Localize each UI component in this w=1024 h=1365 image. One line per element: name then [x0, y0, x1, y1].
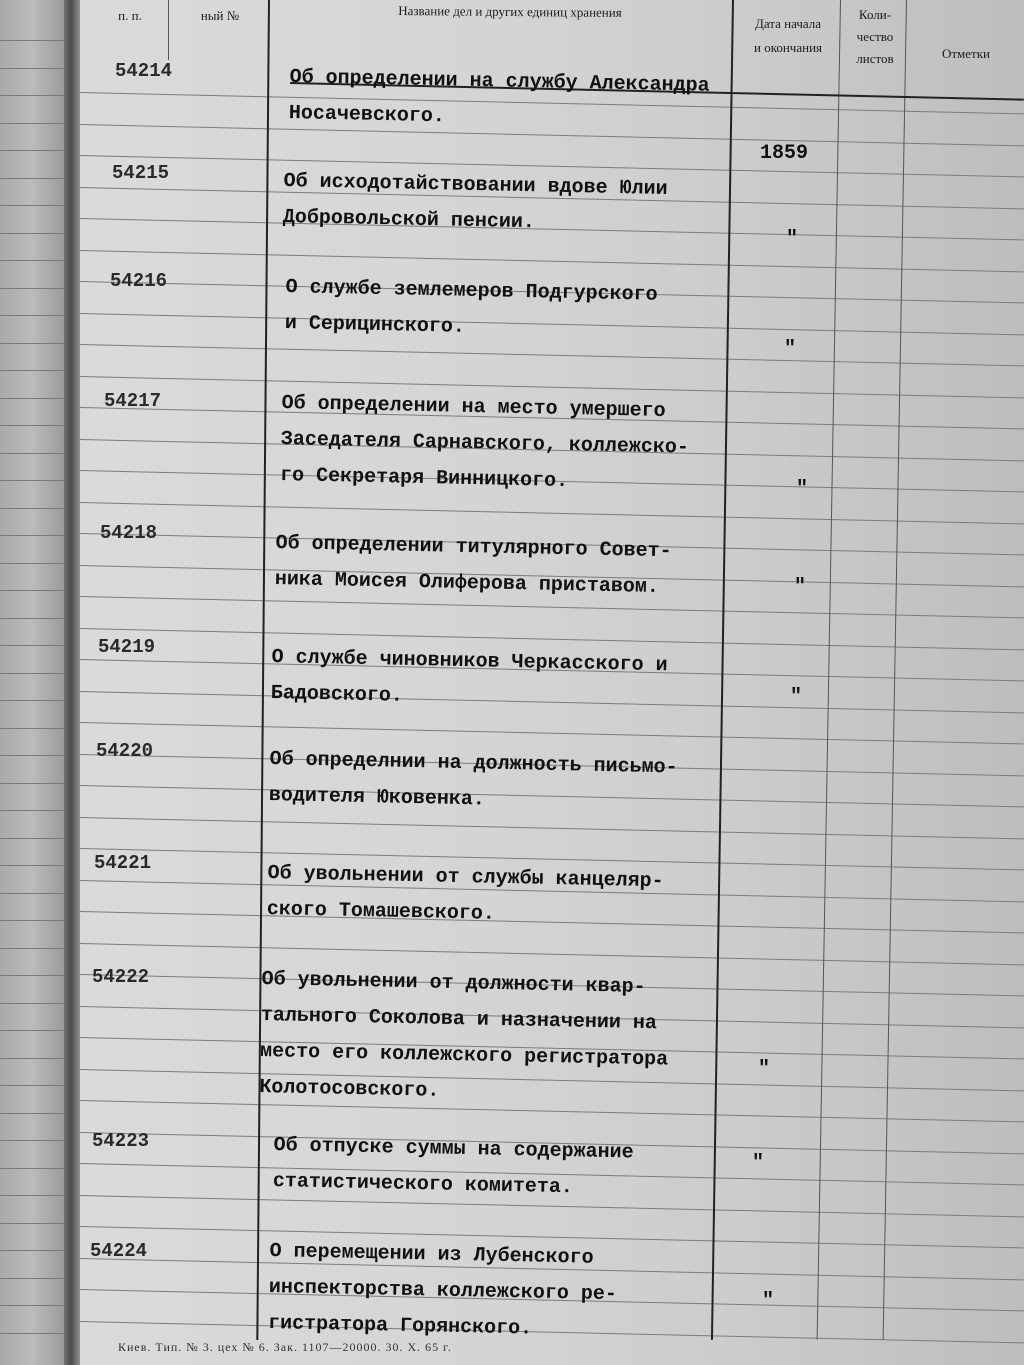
left-page-rule: [0, 1223, 66, 1224]
left-page-rule: [0, 370, 66, 371]
header-dates-line2: и окончания: [753, 40, 823, 55]
column-separator-count: [817, 0, 841, 1340]
column-separator-title: [256, 0, 270, 1340]
record-title-line: Колотосовского.: [259, 1075, 440, 1103]
record-title: [288, 60, 709, 141]
record-title-line: статистического комитета.: [272, 1169, 574, 1200]
left-page-rule: [0, 838, 66, 839]
book-spine: [64, 0, 78, 1365]
left-page-rule: [0, 563, 66, 564]
record-title-line: О службе землемеров Подгурского: [285, 275, 658, 307]
left-page-rule: [0, 288, 66, 289]
left-page-rule: [0, 1168, 66, 1169]
record-number: 54224: [90, 1240, 148, 1262]
record-title: [274, 526, 671, 606]
left-page-rule: [0, 398, 66, 399]
left-page-rule: [0, 1195, 66, 1196]
ruled-line: [80, 250, 1024, 272]
header-col-number: п. п.: [118, 8, 142, 23]
ruled-line: [80, 502, 1024, 524]
record-title-line: Об определении титулярного Совет-: [275, 531, 672, 564]
record-title: [266, 856, 663, 936]
left-page-rule: [0, 975, 66, 976]
record-date: ": [794, 576, 807, 599]
record-number: 54215: [112, 162, 170, 184]
left-page-rule: [0, 1030, 66, 1031]
record-number: 54220: [96, 740, 154, 762]
record-title-line: О перемещении из Лубенского: [269, 1239, 594, 1270]
left-page-rule: [0, 1140, 66, 1141]
record-title-line: Об отпуске суммы на содержание: [273, 1133, 634, 1165]
record-number: 54218: [100, 522, 158, 544]
header-col-title: Название дел и других единиц хранения: [398, 3, 622, 20]
record-title-line: инспекторства коллежского ре-: [268, 1275, 618, 1307]
record-title-line: Носачевского.: [288, 101, 446, 129]
left-page-rule: [0, 233, 66, 234]
header-col-dates: [738, 12, 838, 60]
left-page-rule: [0, 343, 66, 344]
left-page-rule: [0, 920, 66, 921]
printer-footer: Киев. Тип. № 3. цех № 6. Зак. 1107—20000. 30. X. 65 г.: [118, 1340, 452, 1354]
record-title-line: Об определнии на должность письмо-: [269, 747, 678, 780]
left-page-rule: [0, 1003, 66, 1004]
record-number: 54219: [98, 636, 156, 658]
record-number: 54217: [104, 390, 162, 412]
left-page-rule: [0, 1085, 66, 1086]
record-date: ": [790, 686, 803, 709]
record-title: [272, 1128, 633, 1208]
left-page-rule: [0, 1058, 66, 1059]
left-page-rule: [0, 425, 66, 426]
ruled-line: [80, 722, 1024, 744]
record-title-line: Об определении на место умершего: [281, 391, 666, 424]
record-title-line: го Секретаря Винницкого.: [279, 463, 569, 494]
left-page-rule: [0, 1278, 66, 1279]
record-title-line: ника Моисея Олиферова приставом.: [274, 567, 660, 600]
record-title-line: Об увольнении от должности квар-: [261, 967, 646, 1000]
header-count-line1: Коли-: [858, 7, 892, 22]
column-separator: [168, 0, 169, 60]
record-title-line: гистратора Горянского.: [267, 1311, 533, 1341]
record-number: 54222: [92, 966, 150, 988]
left-page-rule: [0, 123, 66, 124]
record-title: [268, 742, 677, 823]
left-page-rule: [0, 95, 66, 96]
record-title-line: Добровольской пенсии.: [282, 205, 536, 235]
header-count-line3: листов: [856, 51, 894, 66]
left-page-rule: [0, 1113, 66, 1114]
record-title-line: тального Соколова и назначении на: [260, 1003, 658, 1036]
record-title: [280, 386, 690, 503]
left-page-rule: [0, 783, 66, 784]
record-number: 54214: [115, 60, 173, 82]
record-date: ": [758, 1058, 771, 1081]
header-count-line2: чество: [856, 29, 894, 44]
record-title: [270, 640, 667, 720]
left-page-rule: [0, 1250, 66, 1251]
left-page-rule: [0, 535, 66, 536]
record-title-line: Заседателя Сарнавского, коллежско-: [280, 427, 690, 460]
left-page-rule: [0, 755, 66, 756]
record-title-line: и Серицинского.: [284, 311, 466, 339]
record-title: [284, 270, 657, 350]
record-number: 54216: [110, 270, 168, 292]
record-title: [282, 164, 667, 244]
left-page-rule: [0, 1333, 66, 1334]
left-page-rule: [0, 948, 66, 949]
left-page-rule: [0, 480, 66, 481]
record-date: ": [786, 228, 799, 251]
header-dates-line1: Дата начала: [754, 16, 822, 31]
left-page-rule: [0, 178, 66, 179]
left-page-rule: [0, 645, 66, 646]
left-page-rule: [0, 40, 66, 41]
left-page-rule: [0, 590, 66, 591]
ruled-line: [80, 943, 1024, 965]
left-page-rule: [0, 68, 66, 69]
left-page-rule: [0, 618, 66, 619]
record-title-line: место его коллежского регистратора: [259, 1039, 669, 1072]
record-title-line: водителя Юковенка.: [268, 783, 486, 812]
left-page-rule: [0, 673, 66, 674]
record-title-line: О службе чиновников Черкасского и: [271, 645, 668, 678]
record-number: 54221: [94, 852, 152, 874]
record-title: [259, 962, 670, 1115]
record-date: 1859: [760, 142, 809, 165]
record-title-line: ского Томашевского.: [266, 897, 496, 926]
left-page-rule: [0, 893, 66, 894]
left-page-rule: [0, 1305, 66, 1306]
record-date: ": [796, 478, 809, 501]
left-page-rule: [0, 700, 66, 701]
header-col-count: [842, 4, 908, 70]
record-title-line: Об определении на службу Александра: [289, 65, 710, 98]
left-page-rule: [0, 205, 66, 206]
left-page-rule: [0, 810, 66, 811]
header-col-inventory: ный №: [200, 8, 240, 23]
record-title-line: Бадовского.: [270, 681, 404, 708]
record-title: [268, 1234, 618, 1349]
record-date: ": [752, 1152, 765, 1175]
record-number: 54223: [92, 1130, 150, 1152]
record-title-line: Об исходотайствовании вдове Юлии: [283, 169, 668, 202]
record-date: ": [762, 1290, 775, 1313]
header-col-notes: Отметки: [941, 46, 991, 61]
record-date: ": [784, 338, 797, 361]
left-page-rule: [0, 728, 66, 729]
left-page-rule: [0, 150, 66, 151]
left-page-rule: [0, 315, 66, 316]
left-page-rule: [0, 508, 66, 509]
left-page-rule: [0, 453, 66, 454]
left-page-rule: [0, 260, 66, 261]
column-separator-notes: [883, 0, 907, 1340]
left-page-rule: [0, 865, 66, 866]
record-title-line: Об увольнении от службы канцеляр-: [267, 861, 664, 894]
